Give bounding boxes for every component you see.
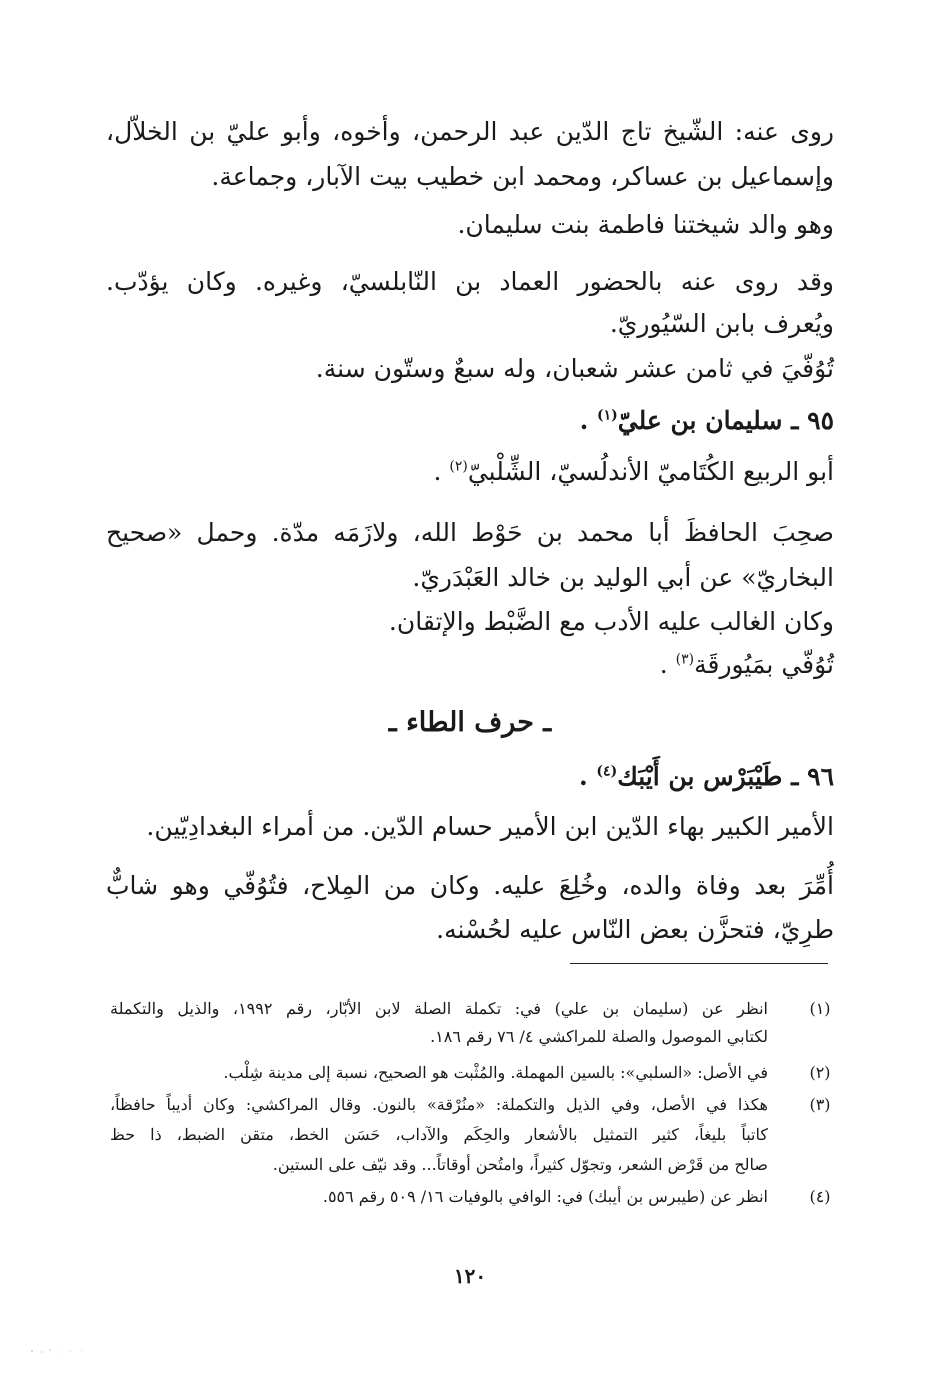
body-line: [660, 648, 834, 682]
entry-title: [579, 760, 834, 794]
body-line: وكان الغالب عليه الأدب مع الضَّبْط والإتقان.: [388, 607, 834, 636]
footnote-ref: (٣): [675, 651, 695, 668]
entry-title-end: .: [579, 406, 589, 435]
body-line: وهو والد شيختنا فاطمة بنت سليمان.: [457, 210, 834, 239]
entry-subtitle: [433, 455, 834, 489]
body-line: صحِبَ الحافظَ أبا محمد بن حَوْط الله، ولازَمَه مدّة. وحمل «صحيح: [106, 518, 834, 547]
body-line: أُمِّرَ بعد وفاة والده، وخُلِعَ عليه. وكان من المِلاح، فتُوُفّي وهو شابٌّ: [106, 871, 834, 900]
footnote-separator: [570, 963, 828, 964]
body-line: وقد روى عنه بالحضور العماد بن النّابلسيّ، وغيره. وكان يؤدّب.: [106, 267, 834, 296]
body-line: البخاريّ» عن أبي الوليد بن خالد العَبْدَريّ.: [412, 563, 834, 592]
body-line: ويُعرف بابن السّيُوريّ.: [609, 309, 834, 338]
body-line: طرِيّ، فتحزَّن بعض النّاس عليه لحُسْنه.: [436, 915, 834, 944]
section-heading: ـ حرف الطاء ـ: [388, 707, 552, 738]
entry-title: [580, 404, 834, 438]
footnote-line: كاتباً بليغاً، كثير التمثيل بالأشعار والحِكَم والآداب، حَسَن الخط، متقن الضبط، ذا حظ: [110, 1125, 768, 1144]
body-line: روى عنه: الشّيخ تاج الدّين عبد الرحمن، وأخوه، وأبو عليّ بن الخلاّل،: [106, 117, 834, 146]
footnote-number: (٣): [809, 1095, 831, 1114]
body-text-end: .: [659, 650, 668, 679]
footnote-number: (١): [809, 999, 831, 1018]
entry-title-text: ٩٥ ـ سليمان بن عليّ: [617, 406, 834, 435]
footnote-line: انظر عن (طيبرس بن أيبك) في: الوافي بالوفيات ١٦/ ٥٠٩ رقم ٥٥٦.: [322, 1187, 768, 1206]
entry-subtitle: الأمير الكبير بهاء الدّين ابن الأمير حسام الدّين. من أمراء البغدادِيّين.: [146, 812, 834, 841]
entry-subtitle-end: .: [433, 457, 442, 486]
footnote-number: (٢): [809, 1063, 831, 1082]
footnote-line: انظر عن (سليمان بن علي) في: تكملة الصلة لابن الأبّار، رقم ١٩٩٢، والذيل والتكملة: [110, 999, 769, 1018]
body-line: وإسماعيل بن عساكر، ومحمد ابن خطيب بيت الآبار، وجماعة.: [211, 162, 834, 191]
entry-title-end: .: [578, 762, 588, 791]
footnote-ref: (١): [597, 407, 618, 424]
footnote-ref: (٢): [449, 458, 468, 475]
footnote-line: لكتابي الموصول والصلة للمراكشي ٤/ ٧٦ رقم ١٨٦.: [430, 1027, 768, 1046]
body-line: تُوُفّيَ في ثامن عشر شعبان، وله سبعٌ وستّون سنة.: [315, 354, 834, 383]
page-number: ١٢٠: [453, 1264, 487, 1288]
footnote-line: في الأصل: «السلبي»: بالسين المهملة. والمُثْبت هو الصحيح، نسبة إلى مدينة شِلْب.: [223, 1063, 768, 1082]
entry-title-text: ٩٦ ـ طَيْبَرْس بن أَيْبَك: [617, 762, 834, 791]
scan-specks: [30, 1348, 90, 1354]
body-text: تُوُفّي بمَيُورقَة: [694, 650, 834, 679]
footnote-line: صالح من قَرْض الشعر، وتجوّل كثيراً، وامتُحن أوقاتاً... وقد نيّف على الستين.: [272, 1155, 768, 1174]
entry-subtitle-text: أبو الربيع الكُتَاميّ الأندلُسيّ، الشِّلْبيّ: [467, 457, 834, 486]
footnote-number: (٤): [809, 1187, 831, 1206]
footnote-line: هكذا في الأصل، وفي الذيل والتكملة: «منُرْقة» بالنون. وقال المراكشي: وكان أديباً حافظاً،: [110, 1095, 768, 1114]
footnote-ref: (٤): [596, 763, 618, 780]
